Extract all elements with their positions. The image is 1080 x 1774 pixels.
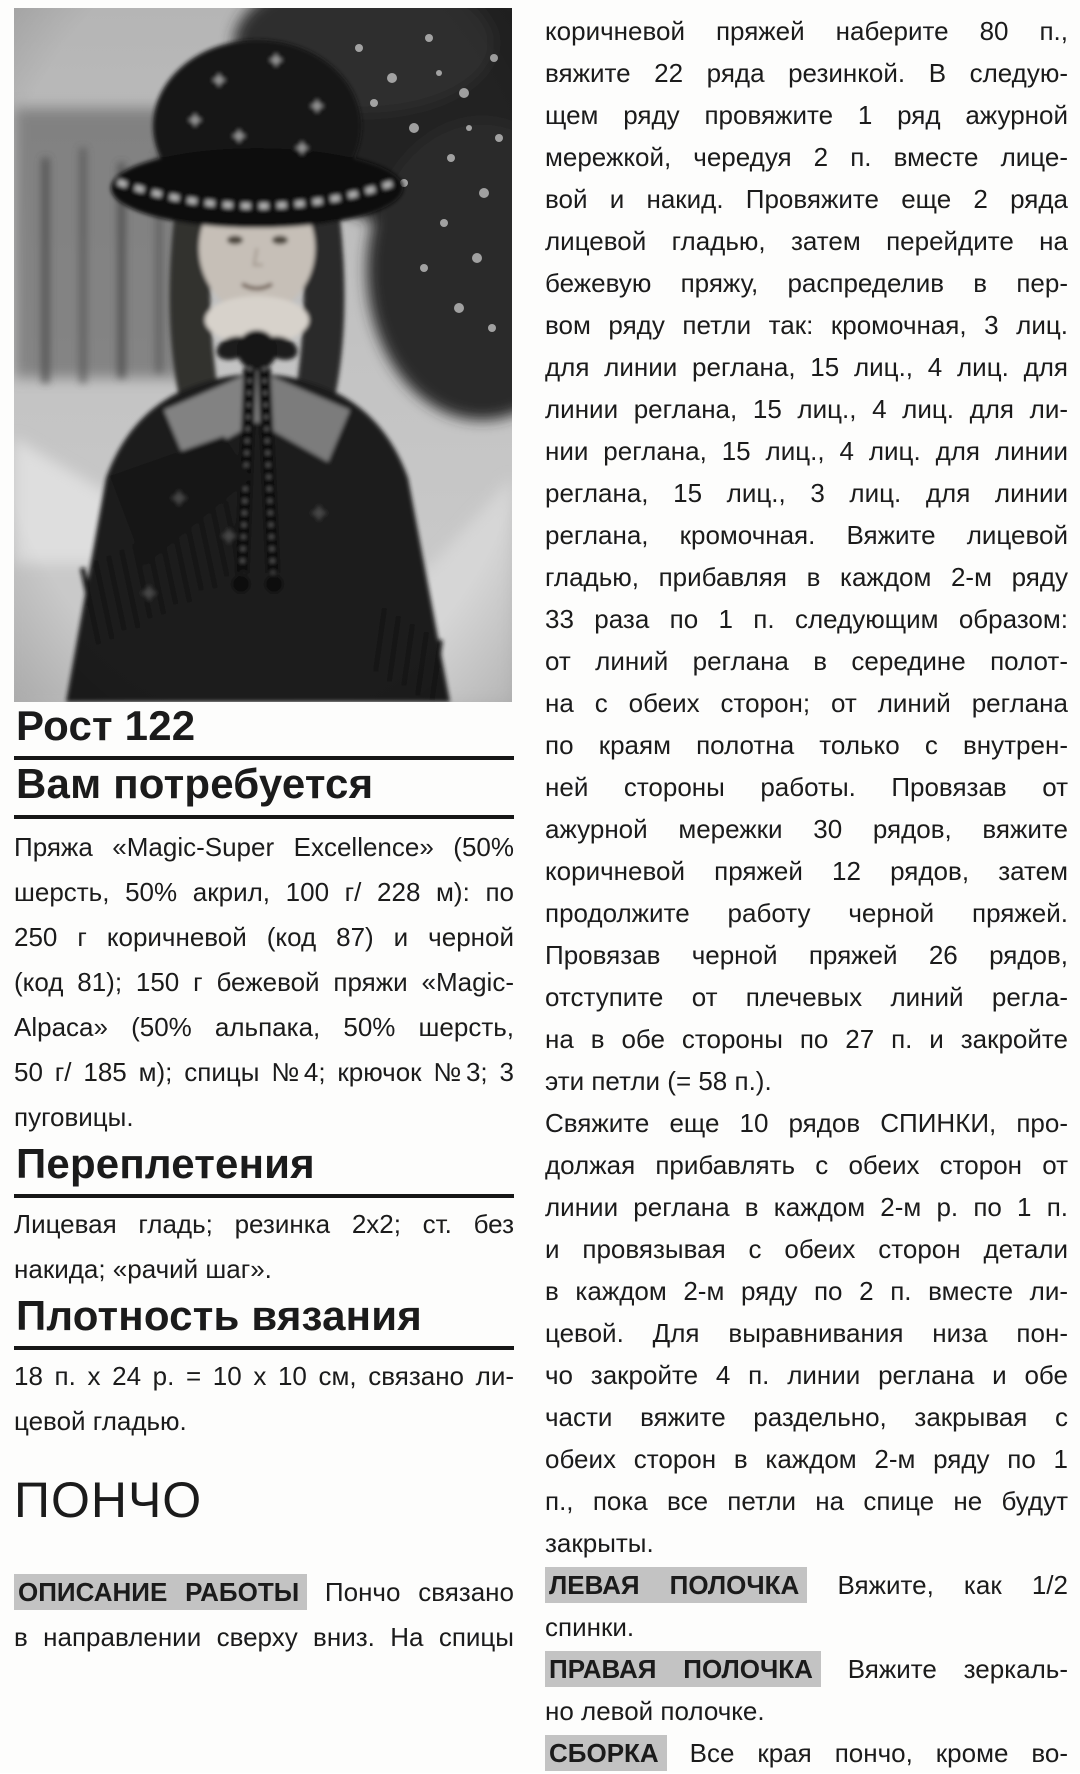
text-line: реглана, кромочная. Вяжите лицевой <box>545 520 1068 550</box>
photo-illustration <box>14 8 512 702</box>
text-line: в каждом 2-м ряду по 2 п. вместе ли- <box>545 1276 1068 1306</box>
text-line: щем ряду провяжите 1 ряд ажурной <box>545 100 1068 130</box>
materials-text <box>14 825 514 1140</box>
text-line: ЛЕВАЯ ПОЛОЧКА Вяжите, как 1/2 <box>545 1564 1068 1606</box>
text-line: части вяжите раздельно, закрывая с <box>545 1402 1068 1432</box>
text-line: отступите от плечевых линий регла- <box>545 982 1068 1012</box>
text-line: 250 г коричневой (код 87) и черной <box>14 921 514 952</box>
text-line: Лицевая гладь; резинка 2х2; ст. без <box>14 1208 514 1239</box>
text-line: должая прибавлять с обеих сторон от <box>545 1150 1068 1180</box>
text-line: эти петли (= 58 п.). <box>545 1066 772 1096</box>
gauge-heading: Плотность вязания <box>14 1292 514 1350</box>
text-line: в направлении сверху вниз. На спицы <box>14 1621 514 1652</box>
section-label: ЛЕВАЯ ПОЛОЧКА <box>545 1567 807 1603</box>
text-line: ПРАВАЯ ПОЛОЧКА Вяжите зеркаль- <box>545 1648 1068 1690</box>
text-line: на с обеих сторон; от линий реглана <box>545 688 1068 718</box>
description-text <box>14 1570 514 1660</box>
text-line: и провязывая с обеих сторон детали <box>545 1234 1068 1264</box>
text-line: Пряжа «Magic-Super Excellence» (50% <box>14 831 514 862</box>
pattern-title: ПОНЧО <box>14 1472 203 1529</box>
weaves-heading: Переплетения <box>14 1140 514 1198</box>
text-line: вом ряду петли так: кромочная, 3 лиц. <box>545 310 1068 340</box>
text-line: линии реглана в каждом 2-м р. по 1 п. <box>545 1192 1068 1222</box>
text-line: Alpaca» (50% альпака, 50% шерсть, <box>14 1011 514 1042</box>
materials-heading: Вам потребуется <box>14 760 514 818</box>
section-label: ПРАВАЯ ПОЛОЧКА <box>545 1651 821 1687</box>
text-line: бежевую пряжу, распределив в пер- <box>545 268 1068 298</box>
section-label: ОПИСАНИЕ РАБОТЫ <box>14 1574 307 1610</box>
text-line: цевой гладью. <box>14 1406 187 1437</box>
text-line: обеих сторон в каждом 2-м ряду по 1 <box>545 1444 1068 1474</box>
text-line: 33 раза по 1 п. следующим образом: <box>545 604 1068 634</box>
text-line: чо закройте 4 п. линии реглана и обе <box>545 1360 1068 1390</box>
text-line: линии реглана, 15 лиц., 4 лиц. для ли- <box>545 394 1068 424</box>
text-line: вяжите 22 ряда резинкой. В следую- <box>545 58 1068 88</box>
text-line: гладью, прибавляя в каждом 2-м ряду <box>545 562 1068 592</box>
text-line: шерсть, 50% акрил, 100 г/ 228 м): по <box>14 876 514 907</box>
gauge-text <box>14 1354 514 1444</box>
weaves-text <box>14 1202 514 1292</box>
height-heading: Рост 122 <box>14 702 514 760</box>
text-line: коричневой пряжей 12 рядов, затем <box>545 856 1068 886</box>
text-line: ажурной мережки 30 рядов, вяжите <box>545 814 1068 844</box>
text-line: нии реглана, 15 лиц., 4 лиц. для линии <box>545 436 1068 466</box>
text-line: мережкой, чередуя 2 п. вместе лице- <box>545 142 1068 172</box>
text-line: вой и накид. Провяжите еще 2 ряда <box>545 184 1068 214</box>
pattern-photo <box>14 8 512 702</box>
text-line: Провязав черной пряжей 26 рядов, <box>545 940 1068 970</box>
text-line: продолжите работу черной пряжей. <box>545 898 1068 928</box>
text-line: реглана, 15 лиц., 3 лиц. для линии <box>545 478 1068 508</box>
text-line: но левой полочке. <box>545 1696 765 1726</box>
left-column <box>14 8 514 1660</box>
text-line: 18 п. х 24 р. = 10 х 10 см, связано ли- <box>14 1361 514 1392</box>
text-line: лицевой гладью, затем перейдите на <box>545 226 1068 256</box>
text-line: 50 г/ 185 м); спицы №4; крючок №3; 3 <box>14 1056 514 1087</box>
text-line: накида; «рачий шаг». <box>14 1253 272 1284</box>
text-line: от линий реглана в середине полот- <box>545 646 1068 676</box>
text-line: ней стороны работы. Провязав от <box>545 772 1068 802</box>
text-line: (код 81); 150 г бежевой пряжи «Magic- <box>14 966 514 997</box>
section-label: СБОРКА <box>545 1735 667 1771</box>
text-line: на в обе стороны по 27 п. и закройте <box>545 1024 1068 1054</box>
text-line: коричневой пряжей наберите 80 п., <box>545 16 1068 46</box>
text-line: для линии реглана, 15 лиц., 4 лиц. для <box>545 352 1068 382</box>
text-line: по краям полотна только с внутрен- <box>545 730 1068 760</box>
text-line: закрыты. <box>545 1528 654 1558</box>
text-line: СБОРКА Все края пончо, кроме во- <box>545 1732 1068 1774</box>
text-line: ОПИСАНИЕ РАБОТЫ Пончо связано <box>14 1570 514 1615</box>
text-line: пуговицы. <box>14 1101 134 1132</box>
text-line: спинки. <box>545 1612 635 1642</box>
text-line: цевой. Для выравнивания низа пон- <box>545 1318 1068 1348</box>
right-column <box>545 10 1068 1774</box>
text-line: п., пока все петли на спице не будут <box>545 1486 1068 1516</box>
text-line: Свяжите еще 10 рядов СПИНКИ, про- <box>545 1108 1068 1138</box>
